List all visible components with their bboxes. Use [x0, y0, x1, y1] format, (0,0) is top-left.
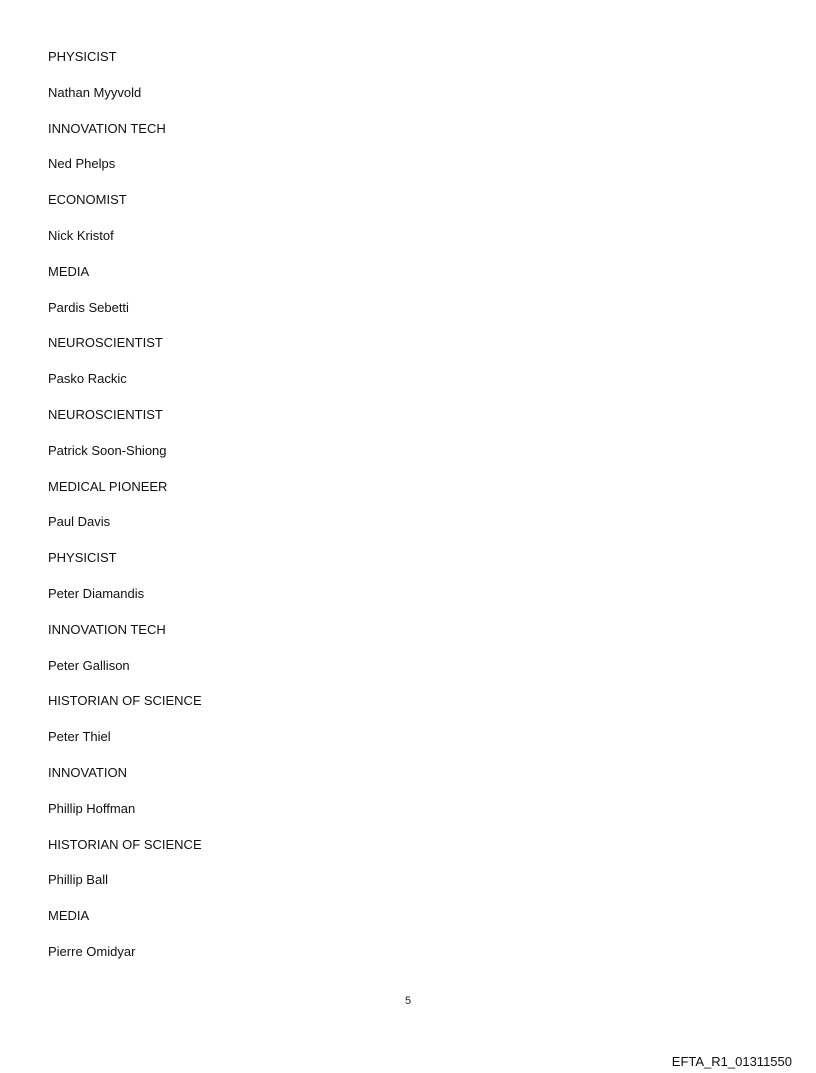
- list-item: Phillip Ball: [48, 872, 108, 888]
- entry-list: [48, 48, 202, 979]
- list-item: NEUROSCIENTIST: [48, 335, 163, 351]
- list-item: Peter Thiel: [48, 729, 111, 745]
- list-item: Pardis Sebetti: [48, 299, 129, 315]
- list-item: PHYSICIST: [48, 550, 117, 566]
- list-item: PHYSICIST: [48, 49, 117, 64]
- list-item: MEDIA: [48, 263, 90, 279]
- list-item: Ned Phelps: [48, 156, 116, 172]
- list-item: Phillip Hoffman: [48, 800, 136, 816]
- list-item: NEUROSCIENTIST: [48, 406, 163, 422]
- list-item: Nathan Myyvold: [48, 84, 142, 100]
- list-item: Pasko Rackic: [48, 371, 127, 387]
- page-number: 5: [404, 995, 412, 1007]
- list-item: MEDICAL PIONEER: [48, 478, 168, 494]
- list-item: INNOVATION TECH: [48, 621, 166, 637]
- list-item: ECONOMIST: [48, 192, 127, 208]
- document-id: EFTA_R1_01311550: [671, 1054, 792, 1069]
- list-item: Pierre Omidyar: [48, 943, 136, 959]
- list-item: INNOVATION TECH: [48, 120, 166, 136]
- list-item: Patrick Soon-Shiong: [48, 442, 167, 458]
- list-item: Paul Davis: [48, 514, 111, 530]
- list-item: Peter Diamandis: [48, 585, 145, 601]
- list-item: MEDIA: [48, 908, 90, 924]
- list-item: Peter Gallison: [48, 657, 130, 673]
- list-item: Nick Kristof: [48, 227, 114, 243]
- list-item: INNOVATION: [48, 764, 127, 780]
- list-item: HISTORIAN OF SCIENCE: [48, 836, 202, 852]
- list-item: HISTORIAN OF SCIENCE: [48, 693, 202, 709]
